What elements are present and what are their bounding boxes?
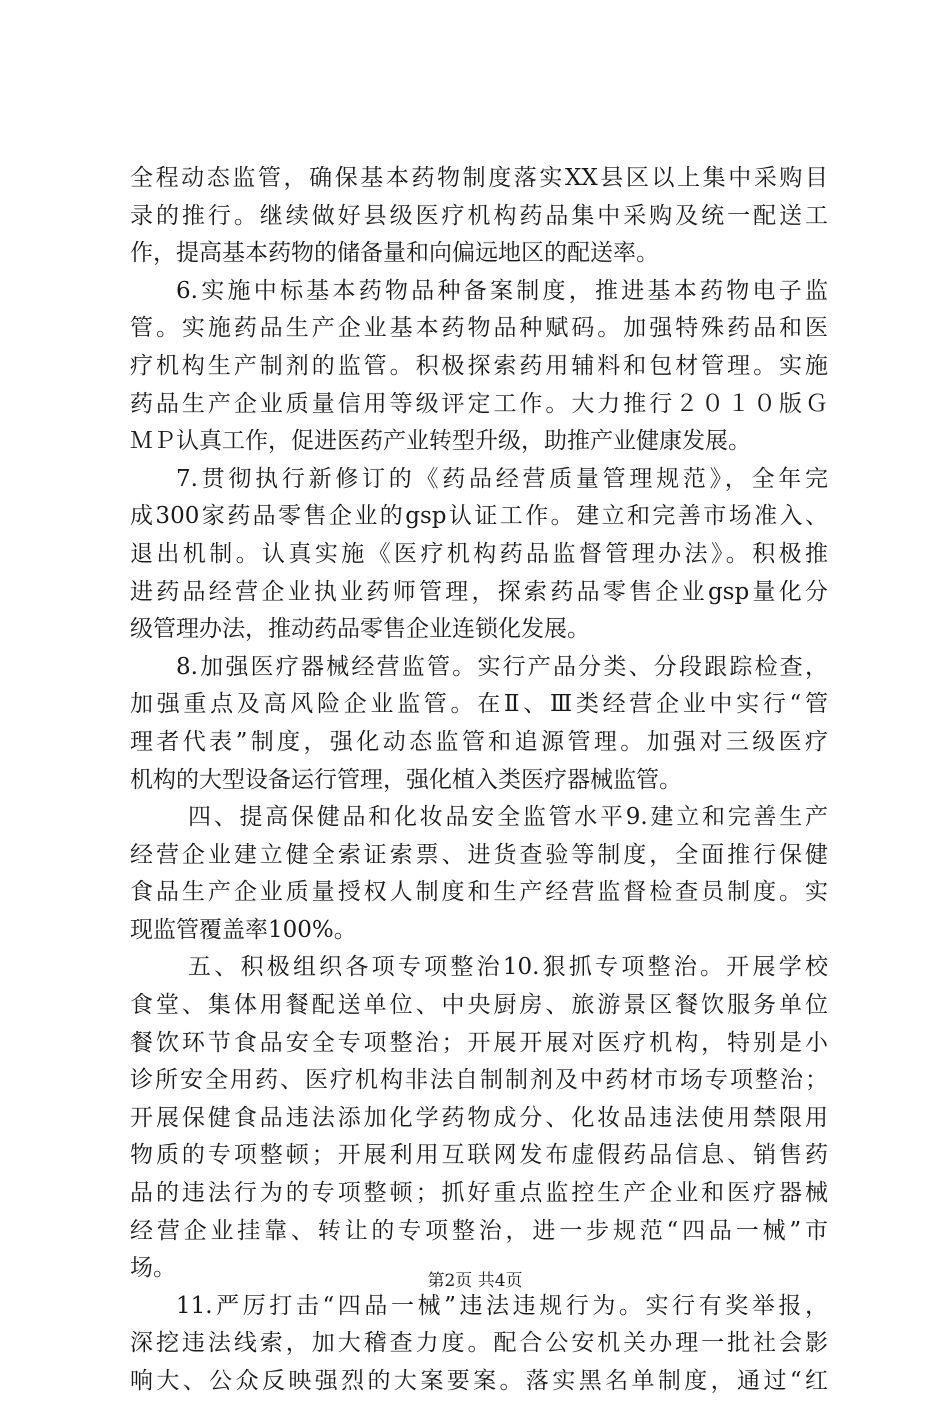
text-line: 经营企业挂靠、转让的专项整治，进一步规范“四品一械”市 bbox=[130, 1217, 828, 1244]
text-line: 五、积极组织各项专项整治10.狠抓专项整治。开展学校 bbox=[188, 954, 828, 981]
text-line: 现监管覆盖率100%。 bbox=[130, 916, 357, 943]
text-line: 级管理办法，推动药品零售企业连锁化发展。 bbox=[130, 616, 590, 643]
text-line: 疗机构生产制剂的监管。积极探索药用辅料和包材管理。实施 bbox=[130, 352, 828, 379]
text-line: 11.严厉打击“四品一械”违法违规行为。实行有奖举报， bbox=[176, 1292, 828, 1319]
text-line: 全程动态监管，确保基本药物制度落实XX县区以上集中采购目 bbox=[130, 165, 828, 191]
text-line: 退出机制。认真实施《医疗机构药品监督管理办法》。积极推 bbox=[130, 540, 828, 567]
text-line: 作，提高基本药物的储备量和向偏远地区的配送率。 bbox=[130, 240, 659, 267]
text-line: 场。 bbox=[130, 1255, 176, 1282]
text-line: 深挖违法线索，加大稽查力度。配合公安机关办理一批社会影 bbox=[130, 1330, 828, 1357]
text-line: 8.加强医疗器械经营监管。实行产品分类、分段跟踪检查， bbox=[176, 653, 828, 680]
text-line: 物质的专项整顿；开展利用互联网发布虚假药品信息、销售药 bbox=[130, 1142, 828, 1169]
text-line: 餐饮环节食品安全专项整治；开展开展对医疗机构，特别是小 bbox=[130, 1029, 828, 1056]
text-line: 管。实施药品生产企业基本药物品种赋码。加强特殊药品和医 bbox=[130, 315, 828, 342]
text-line: 响大、公众反映强烈的大案要案。落实黑名单制度，通过“红 bbox=[130, 1368, 828, 1394]
text-line: 理者代表”制度，强化动态监管和追源管理。加强对三级医疗 bbox=[130, 728, 828, 755]
text-line: 加强重点及高风险企业监管。在Ⅱ、Ⅲ类经营企业中实行“管 bbox=[130, 691, 828, 718]
text-line: 6.实施中标基本药物品种备案制度，推进基本药物电子监 bbox=[176, 277, 828, 304]
text-line: 经营企业建立健全索证索票、进货查验等制度，全面推行保健 bbox=[130, 841, 828, 868]
text-line: 成300家药品零售企业的gsp认证工作。建立和完善市场准入、 bbox=[130, 503, 828, 530]
text-line: 品的违法行为的专项整顿；抓好重点监控生产企业和医疗器械 bbox=[130, 1180, 828, 1207]
text-line: 四、提高保健品和化妆品安全监管水平9.建立和完善生产 bbox=[188, 804, 828, 831]
text-line: 7.贯彻执行新修订的《药品经营质量管理规范》，全年完 bbox=[176, 465, 828, 492]
document-body bbox=[130, 160, 828, 1401]
text-line: ＭＰ认真工作，促进医药产业转型升级，助推产业健康发展。 bbox=[130, 428, 751, 455]
text-line: 食品生产企业质量授权人制度和生产经营监督检查员制度。实 bbox=[130, 879, 828, 906]
text-line: 开展保健食品违法添加化学药物成分、化妆品违法使用禁限用 bbox=[130, 1104, 828, 1131]
text-line: 机构的大型设备运行管理，强化植入类医疗器械监管。 bbox=[130, 766, 682, 793]
text-line: 进药品经营企业执业药师管理，探索药品零售企业gsp量化分 bbox=[130, 578, 828, 605]
text-line: 诊所安全用药、医疗机构非法自制制剂及中药材市场专项整治； bbox=[130, 1067, 828, 1094]
page-footer bbox=[0, 1270, 950, 1292]
text-line: 药品生产企业质量信用等级评定工作。大力推行２０１０版Ｇ bbox=[130, 390, 828, 417]
text-line: 录的推行。继续做好县级医疗机构药品集中采购及统一配送工 bbox=[130, 202, 828, 229]
page-number-label: 第2页 共4页 bbox=[427, 1271, 523, 1291]
text-line: 食堂、集体用餐配送单位、中央厨房、旅游景区餐饮服务单位 bbox=[130, 992, 828, 1019]
